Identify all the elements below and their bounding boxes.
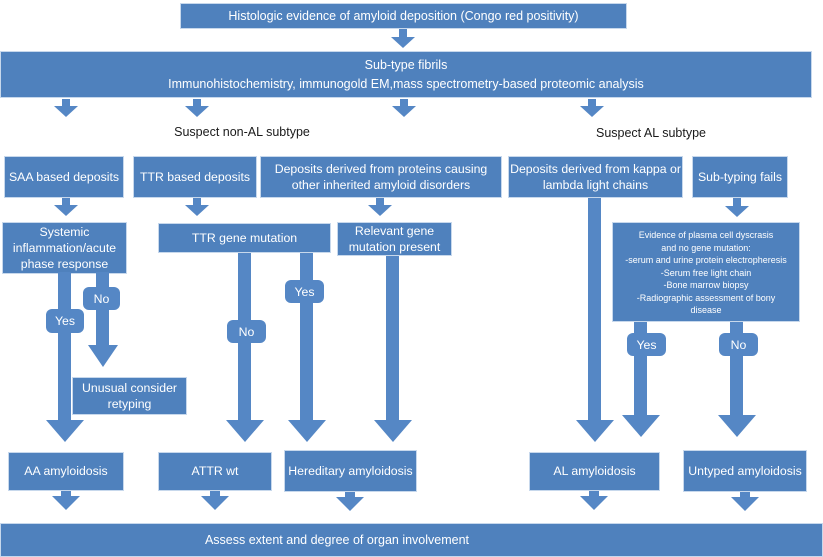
label-suspect-al: Suspect AL subtype (595, 126, 707, 140)
evidence-line: Evidence of plasma cell dyscrasis (638, 230, 774, 240)
branch-systemic-yes-shaft (58, 272, 71, 420)
subtype-line1: Sub-type fibrils (364, 58, 448, 72)
node-ttr-deposits: TTR based deposits (133, 156, 257, 198)
node-untyped-amyloidosis: Untyped amyloidosis (683, 450, 807, 492)
node-histologic-evidence: Histologic evidence of amyloid deposition (Congo red positivity) (180, 3, 627, 29)
branch-evidence-no-head (718, 415, 756, 437)
evidence-line: -Bone marrow biopsy (663, 280, 749, 290)
node-systemic-inflammation: Systemic inflammation/acute phase response (2, 222, 127, 274)
pill-evidence-yes: Yes (627, 333, 666, 356)
branch-relevant-head (374, 420, 412, 442)
arrow-inherited-relevant-head (368, 205, 392, 216)
branch-ttr-yes-shaft (300, 253, 313, 420)
branch-relevant-shaft (386, 256, 399, 420)
arrow-band-kappa-head (580, 106, 604, 117)
arrow-top-head (391, 37, 415, 48)
pill-ttr-no: No (227, 320, 266, 343)
node-saa-deposits: SAA based deposits (4, 156, 124, 198)
node-aa-amyloidosis: AA amyloidosis (8, 452, 124, 491)
evidence-line: -Radiographic assessment of bony (636, 292, 776, 303)
branch-ttr-no-head (226, 420, 264, 442)
branch-kappa-al-head (576, 420, 614, 442)
node-assess-organ-involvement (0, 523, 823, 557)
node-subtype-fibrils (0, 51, 812, 98)
node-ttr-gene-mutation: TTR gene mutation (158, 223, 331, 253)
arrow-saa-systemic-head (54, 205, 78, 216)
arrow-band-saa-head (54, 106, 78, 117)
arrow-aa-assess-head (52, 496, 80, 510)
node-attr-wt: ATTR wt (158, 452, 272, 491)
node-subtyping-fails: Sub-typing fails (692, 156, 788, 198)
arrow-hereditary-assess-head (336, 497, 364, 511)
pill-evidence-no: No (719, 333, 758, 356)
node-unusual-retyping: Unusual consider retyping (72, 377, 187, 415)
evidence-line: -Serum free light chain (660, 267, 752, 278)
node-plasma-cell-evidence (612, 222, 800, 322)
node-inherited-deposits: Deposits derived from proteins causing other inherited amyloid disorders (260, 156, 502, 198)
label-suspect-non-al: Suspect non-AL subtype (174, 125, 310, 139)
arrow-al-assess-head (580, 496, 608, 510)
branch-systemic-yes-head (46, 420, 84, 442)
node-relevant-gene-mutation: Relevant gene mutation present (337, 222, 452, 256)
node-kappa-deposits: Deposits derived from kappa or lambda light chains (508, 156, 683, 198)
evidence-line: -serum and urine protein electropheresis (625, 255, 787, 265)
branch-evidence-yes-head (622, 415, 660, 437)
branch-kappa-al-shaft (588, 198, 601, 420)
subtype-line2: Immunohistochemistry, immunogold EM,mass spectrometry-based proteomic analysis (168, 77, 644, 91)
evidence-line: disease (690, 305, 722, 315)
branch-systemic-no-head (88, 345, 118, 367)
pill-systemic-no: No (83, 287, 120, 310)
assess-text: Assess extent and degree of organ involvement (204, 533, 470, 547)
arrow-attr-assess-head (201, 496, 229, 510)
arrow-ttr-mutation-head (185, 205, 209, 216)
pill-systemic-yes: Yes (46, 309, 84, 333)
arrow-band-ttr-head (185, 106, 209, 117)
node-al-amyloidosis: AL amyloidosis (529, 452, 660, 491)
evidence-line: and no gene mutation: (661, 242, 751, 253)
node-hereditary-amyloidosis: Hereditary amyloidosis (284, 450, 417, 492)
pill-ttr-yes: Yes (285, 280, 324, 303)
arrow-untyped-assess-head (731, 497, 759, 511)
branch-ttr-yes-head (288, 420, 326, 442)
arrow-band-inherited-head (392, 106, 416, 117)
arrow-subtyping-evidence-head (725, 206, 749, 217)
